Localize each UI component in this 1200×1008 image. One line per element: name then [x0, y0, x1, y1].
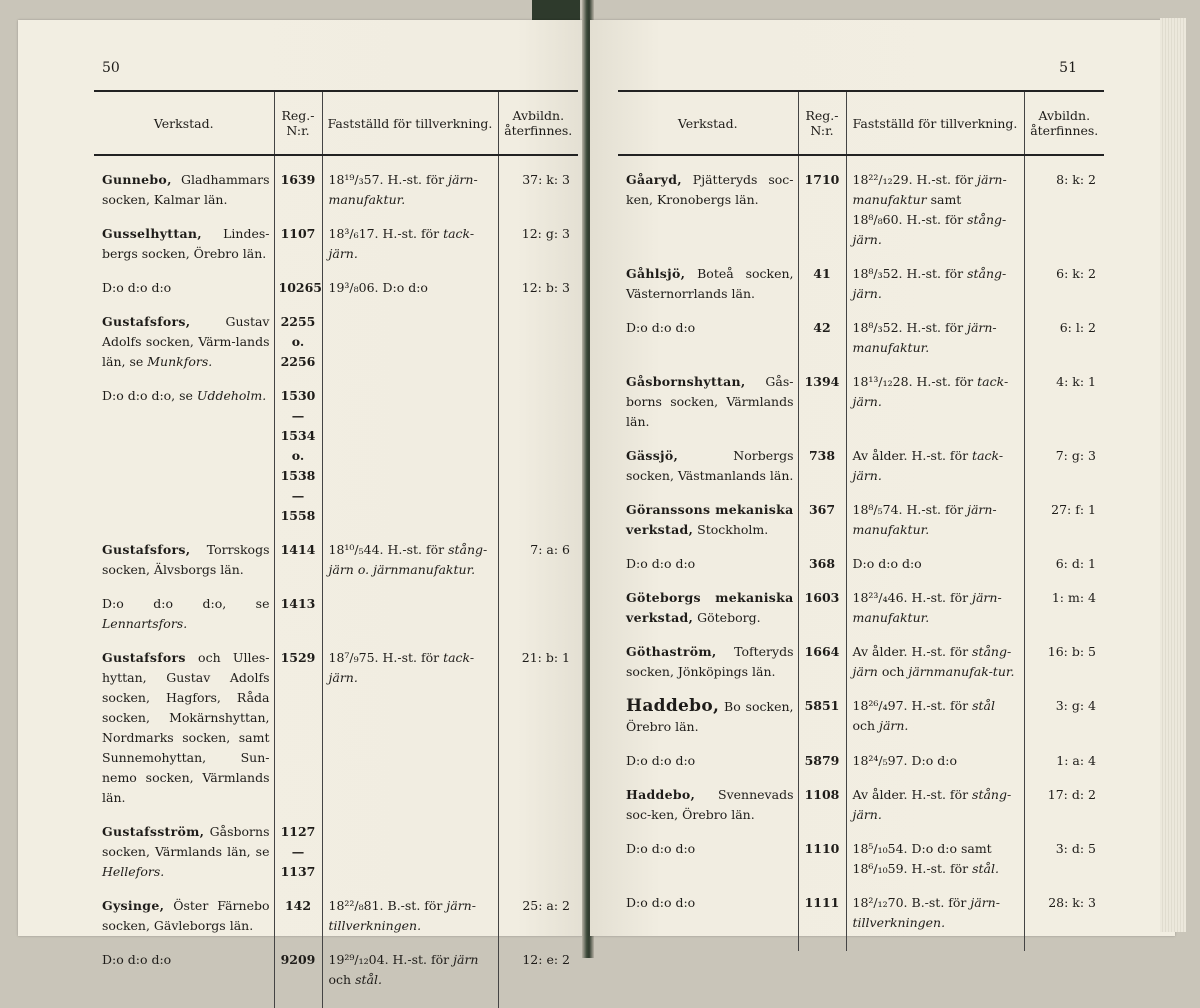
- faststalld-text: 18¹⁰/₅44. H.-st. för: [328, 542, 449, 557]
- verkstad-cell: [94, 582, 274, 636]
- verkstad-cell: [94, 938, 274, 1008]
- avbildn-cell: 12: e: 2: [498, 938, 578, 1008]
- faststalld-product: tack-järn.: [328, 650, 475, 685]
- verkstad-location: Gås-borns socken, Värmlands län.: [626, 374, 794, 429]
- avbildn-cell: 25: a: 2: [498, 884, 578, 938]
- verkstad-name: Gusselhyttan,: [102, 226, 202, 241]
- avbildn-cell: 7: a: 6: [498, 528, 578, 582]
- avbildn-cell: 1: m: 4: [1024, 576, 1104, 630]
- faststalld-product: järn-tillverkningen.: [328, 898, 476, 933]
- faststalld-product-3: stål.: [972, 861, 999, 876]
- verkstad-location: D:o d:o d:o: [102, 280, 172, 295]
- verkstad-location: Boteå socken, Västernorrlands län.: [626, 266, 794, 301]
- avbildn-cell: 12: b: 3: [498, 266, 578, 300]
- spine-ribbon: [532, 0, 580, 20]
- avbildn-cell: 6: d: 1: [1024, 542, 1104, 576]
- verkstad-location: Gladhammars socken, Kalmar län.: [102, 172, 270, 207]
- reg-cell: 1710: [798, 155, 846, 252]
- faststalld-cell: [846, 576, 1024, 630]
- verkstad-location: Gustav Adolfs socken, Värm-lands län, se: [102, 314, 270, 369]
- faststalld-product: stång-järn.: [852, 266, 1007, 301]
- verkstad-location: D:o d:o d:o: [626, 895, 696, 910]
- avbildn-cell: 27: f: 1: [1024, 488, 1104, 542]
- faststalld-text: 18¹³/₁₂28. H.-st. för: [852, 374, 978, 389]
- verkstad-reference: Munkfors.: [147, 354, 213, 369]
- col-reg: Reg.-N:r.: [798, 91, 846, 155]
- table-row: [94, 155, 578, 212]
- table-header: [618, 91, 1104, 155]
- faststalld-product: stång-järn o. järnmanufaktur.: [328, 542, 488, 577]
- faststalld-text: 18⁸/₃52. H.-st. för: [852, 266, 968, 281]
- verkstad-name: Göthaström,: [626, 644, 717, 659]
- verkstad-location: Stockholm.: [693, 522, 769, 537]
- page-edges: [1160, 18, 1186, 932]
- reg-cell: 738: [798, 434, 846, 488]
- verkstad-reference: Hellefors.: [102, 864, 165, 879]
- faststalld-text-2: samt: [926, 192, 962, 207]
- faststalld-text: 18⁸/₃52. H.-st. för: [852, 320, 968, 335]
- avbildn-cell: [498, 810, 578, 884]
- verkstad-cell: [94, 810, 274, 884]
- faststalld-cell: [846, 739, 1024, 773]
- faststalld-cell: [322, 884, 498, 938]
- table-row: [618, 488, 1104, 542]
- faststalld-product: stång-järn.: [852, 787, 1012, 822]
- faststalld-text: Av ålder. H.-st. för: [852, 644, 973, 659]
- reg-cell: 10265: [274, 266, 322, 300]
- reg-cell: 1664: [798, 630, 846, 684]
- left-page: [18, 20, 586, 987]
- faststalld-product-3: stång-järn.: [852, 212, 1007, 247]
- verkstad-cell: [618, 306, 798, 360]
- reg-cell: 368: [798, 542, 846, 576]
- faststalld-text: 18²⁴/₅97. D:o d:o: [852, 753, 957, 768]
- faststalld-cell: [846, 773, 1024, 827]
- col-avbildn: Avbildn. återfinnes.: [1024, 91, 1104, 155]
- avbildn-cell: 6: l: 2: [1024, 306, 1104, 360]
- verkstad-cell: [618, 773, 798, 827]
- verkstad-location: Lindes-bergs socken, Örebro län.: [102, 226, 270, 261]
- faststalld-product: tack-järn.: [852, 448, 1004, 483]
- col-reg: Reg.-N:r.: [274, 91, 322, 155]
- table-row: [94, 582, 578, 636]
- table-row: [618, 155, 1104, 252]
- faststalld-cell: [846, 630, 1024, 684]
- faststalld-text: 18²/₁₂70. B.-st. för: [852, 895, 971, 910]
- faststalld-cell: [322, 300, 498, 374]
- table-row: [94, 938, 578, 1008]
- faststalld-text: Av ålder. H.-st. för: [852, 448, 973, 463]
- avbildn-cell: 4: k: 1: [1024, 360, 1104, 434]
- reg-cell: 1111: [798, 881, 846, 951]
- table-row: [94, 300, 578, 374]
- faststalld-product: järn-manufaktur: [852, 172, 1007, 207]
- page-number-right: 51: [1059, 60, 1077, 76]
- table-row: [94, 528, 578, 582]
- table-row: [618, 881, 1104, 951]
- faststalld-product: järn: [453, 952, 479, 967]
- avbildn-cell: 3: d: 5: [1024, 827, 1104, 881]
- register-table-right: [618, 90, 1104, 951]
- avbildn-cell: 1: a: 4: [1024, 739, 1104, 773]
- verkstad-cell: [94, 528, 274, 582]
- verkstad-name: Gustafsfors,: [102, 542, 191, 557]
- reg-cell: 1394: [798, 360, 846, 434]
- table-row: [618, 306, 1104, 360]
- verkstad-name: Göranssons mekaniska verkstad,: [626, 502, 794, 537]
- faststalld-product: järn-manufaktur.: [852, 590, 1002, 625]
- avbildn-cell: 7: g: 3: [1024, 434, 1104, 488]
- table-row: [94, 212, 578, 266]
- reg-cell: 1639: [274, 155, 322, 212]
- faststalld-text: 19²⁹/₁₂04. H.-st. för: [328, 952, 454, 967]
- faststalld-text: 18²²/₈81. B.-st. för: [328, 898, 447, 913]
- faststalld-text: Av ålder. H.-st. för: [852, 787, 973, 802]
- reg-cell: 142: [274, 884, 322, 938]
- reg-cell: 1414: [274, 528, 322, 582]
- reg-cell: 9209: [274, 938, 322, 1008]
- verkstad-name: Gustafsström,: [102, 824, 205, 839]
- verkstad-cell: [618, 739, 798, 773]
- faststalld-product: tack-järn.: [852, 374, 1009, 409]
- verkstad-cell: [618, 881, 798, 951]
- faststalld-cell: [846, 488, 1024, 542]
- verkstad-cell: [618, 252, 798, 306]
- reg-cell: 1107: [274, 212, 322, 266]
- faststalld-text-2: och: [877, 664, 909, 679]
- verkstad-name: Gässjö,: [626, 448, 679, 463]
- register-table-left: [94, 90, 578, 1008]
- avbildn-cell: 3: g: 4: [1024, 684, 1104, 739]
- verkstad-cell: [618, 155, 798, 252]
- table-row: [618, 684, 1104, 739]
- verkstad-name: Gustafsfors,: [102, 314, 191, 329]
- avbildn-cell: 17: d: 2: [1024, 773, 1104, 827]
- verkstad-location: Svennevads soc-ken, Örebro län.: [626, 787, 794, 822]
- verkstad-location: D:o d:o d:o: [102, 952, 172, 967]
- verkstad-cell: [94, 636, 274, 810]
- faststalld-cell: [846, 684, 1024, 739]
- avbildn-cell: 8: k: 2: [1024, 155, 1104, 252]
- table-row: [618, 542, 1104, 576]
- verkstad-cell: [618, 434, 798, 488]
- verkstad-name: Haddebo,: [626, 787, 696, 802]
- reg-cell: 1530—1534 o. 1538—1558: [274, 374, 322, 528]
- avbildn-cell: 37: k: 3: [498, 155, 578, 212]
- faststalld-cell: [322, 266, 498, 300]
- faststalld-text: 18⁷/₉75. H.-st. för: [328, 650, 444, 665]
- avbildn-cell: 12: g: 3: [498, 212, 578, 266]
- verkstad-cell: [618, 630, 798, 684]
- reg-cell: 1603: [798, 576, 846, 630]
- reg-cell: 41: [798, 252, 846, 306]
- faststalld-product: järn-manufaktur.: [852, 502, 997, 537]
- verkstad-location: Pjätteryds soc-ken, Kronobergs län.: [626, 172, 794, 207]
- verkstad-cell: [618, 684, 798, 739]
- table-header: [94, 91, 578, 155]
- reg-cell: 367: [798, 488, 846, 542]
- faststalld-cell: [322, 528, 498, 582]
- faststalld-cell: [322, 938, 498, 1008]
- reg-cell: 1529: [274, 636, 322, 810]
- table-row: [94, 636, 578, 810]
- verkstad-location: och Ulles-hyttan, Gustav Adolfs socken, Hagfors, Råda socken, Mokärnshyttan, Nordmarks socken, samt Sunnemohyttan, Sun-nemo socken, Värmlands län.: [102, 650, 270, 805]
- table-row: [94, 810, 578, 884]
- faststalld-cell: [846, 306, 1024, 360]
- reg-cell: 1413: [274, 582, 322, 636]
- verkstad-reference: Lennartsfors.: [102, 616, 188, 631]
- verkstad-location: Göteborg.: [693, 610, 761, 625]
- faststalld-text: 18⁸/₅74. H.-st. för: [852, 502, 968, 517]
- verkstad-name: Gåaryd,: [626, 172, 682, 187]
- faststalld-product-2: stål.: [355, 972, 382, 987]
- verkstad-location: D:o d:o d:o: [626, 320, 696, 335]
- faststalld-text: D:o d:o d:o: [852, 556, 922, 571]
- verkstad-cell: [618, 360, 798, 434]
- verkstad-cell: [618, 542, 798, 576]
- faststalld-cell: [846, 252, 1024, 306]
- reg-cell: 2255 o. 2256: [274, 300, 322, 374]
- verkstad-cell: [94, 884, 274, 938]
- verkstad-location: D:o d:o d:o, se: [102, 388, 197, 403]
- faststalld-product: stång-järn: [852, 644, 1012, 679]
- avbildn-cell: [498, 300, 578, 374]
- faststalld-text-2: samt: [956, 841, 992, 856]
- verkstad-location: Öster Färnebo socken, Gävleborgs län.: [102, 898, 270, 933]
- faststalld-cell: [322, 810, 498, 884]
- avbildn-cell: 21: b: 1: [498, 636, 578, 810]
- faststalld-text-2: och: [852, 718, 880, 733]
- rows-left: [94, 155, 578, 1008]
- faststalld-text-3: 18⁸/₈60. H.-st. för: [852, 212, 968, 227]
- verkstad-location: Bo socken, Örebro län.: [626, 699, 794, 734]
- verkstad-name: Gunnebo,: [102, 172, 172, 187]
- table-row: [618, 827, 1104, 881]
- faststalld-cell: [846, 542, 1024, 576]
- verkstad-cell: [94, 300, 274, 374]
- verkstad-location: Norbergs socken, Västmanlands län.: [626, 448, 794, 483]
- reg-cell: 1110: [798, 827, 846, 881]
- faststalld-cell: [846, 360, 1024, 434]
- verkstad-name: Haddebo,: [626, 696, 720, 716]
- faststalld-cell: [322, 374, 498, 528]
- table-row: [94, 374, 578, 528]
- verkstad-location: Gåsborns socken, Värmlands län, se: [102, 824, 270, 859]
- verkstad-location: D:o d:o d:o: [626, 841, 696, 856]
- reg-cell: 1108: [798, 773, 846, 827]
- faststalld-product: tack-järn.: [328, 226, 475, 261]
- verkstad-cell: [94, 374, 274, 528]
- faststalld-product: järn-manufaktur.: [328, 172, 478, 207]
- faststalld-text: 18²²/₁₂29. H.-st. för: [852, 172, 978, 187]
- faststalld-product-2: järn.: [879, 718, 909, 733]
- faststalld-cell: [846, 434, 1024, 488]
- verkstad-location: D:o d:o d:o: [626, 556, 696, 571]
- faststalld-product: järn-tillverkningen.: [852, 895, 1000, 930]
- verkstad-name: Gysinge,: [102, 898, 165, 913]
- verkstad-cell: [618, 488, 798, 542]
- faststalld-text: 18²⁶/₄97. H.-st. för: [852, 698, 973, 713]
- verkstad-name: Gåsbornshyttan,: [626, 374, 746, 389]
- table-row: [618, 576, 1104, 630]
- table-row: [94, 266, 578, 300]
- table-row: [618, 739, 1104, 773]
- reg-cell: 1127—1137: [274, 810, 322, 884]
- faststalld-text: 18¹⁹/₃57. H.-st. för: [328, 172, 449, 187]
- verkstad-location: D:o d:o d:o: [626, 753, 696, 768]
- faststalld-cell: [846, 881, 1024, 951]
- verkstad-name: Gåhlsjö,: [626, 266, 686, 281]
- faststalld-text: 19³/₈06. D:o d:o: [328, 280, 428, 295]
- table-row: [618, 360, 1104, 434]
- faststalld-text-3: 18⁶/₁₀59. H.-st. för: [852, 861, 973, 876]
- verkstad-location: Torrskogs socken, Älvsborgs län.: [102, 542, 270, 577]
- verkstad-cell: [94, 266, 274, 300]
- verkstad-cell: [94, 212, 274, 266]
- verkstad-cell: [618, 576, 798, 630]
- verkstad-location: D:o d:o d:o, se: [102, 596, 270, 611]
- table-row: [618, 434, 1104, 488]
- faststalld-cell: [846, 827, 1024, 881]
- faststalld-text-2: och: [328, 972, 356, 987]
- faststalld-product: stål: [972, 698, 995, 713]
- verkstad-reference: Uddeholm.: [196, 388, 267, 403]
- table-row: [94, 884, 578, 938]
- verkstad-name: Gustafsfors: [102, 650, 186, 665]
- table-row: [618, 630, 1104, 684]
- faststalld-product-2: järnmanufak-tur.: [908, 664, 1015, 679]
- table-row: [618, 252, 1104, 306]
- verkstad-cell: [618, 827, 798, 881]
- col-avbildn: Avbildn. återfinnes.: [498, 91, 578, 155]
- col-verkstad: Verkstad.: [618, 91, 798, 155]
- verkstad-location: Tofteryds socken, Jönköpings län.: [626, 644, 794, 679]
- table-row: [618, 773, 1104, 827]
- faststalld-product: järn-manufaktur.: [852, 320, 997, 355]
- rows-right: [618, 155, 1104, 951]
- verkstad-name: Göteborgs mekaniska verkstad,: [626, 590, 794, 625]
- reg-cell: 5851: [798, 684, 846, 739]
- col-faststalld: Fastställd för tillverkning.: [846, 91, 1024, 155]
- right-page: [590, 20, 1175, 936]
- col-verkstad: Verkstad.: [94, 91, 274, 155]
- faststalld-cell: [322, 155, 498, 212]
- reg-cell: 5879: [798, 739, 846, 773]
- avbildn-cell: 28: k: 3: [1024, 881, 1104, 951]
- faststalld-text: 18²³/₄46. H.-st. för: [852, 590, 973, 605]
- faststalld-cell: [322, 212, 498, 266]
- page-number-left: 50: [102, 60, 120, 76]
- reg-cell: 42: [798, 306, 846, 360]
- faststalld-cell: [322, 582, 498, 636]
- avbildn-cell: 6: k: 2: [1024, 252, 1104, 306]
- avbildn-cell: [498, 374, 578, 528]
- faststalld-cell: [846, 155, 1024, 252]
- avbildn-cell: 16: b: 5: [1024, 630, 1104, 684]
- faststalld-cell: [322, 636, 498, 810]
- avbildn-cell: [498, 582, 578, 636]
- faststalld-text: 18³/₆17. H.-st. för: [328, 226, 444, 241]
- faststalld-text: 18⁵/₁₀54. D:o d:o: [852, 841, 957, 856]
- col-faststalld: Fastställd för tillverkning.: [322, 91, 498, 155]
- verkstad-cell: [94, 155, 274, 212]
